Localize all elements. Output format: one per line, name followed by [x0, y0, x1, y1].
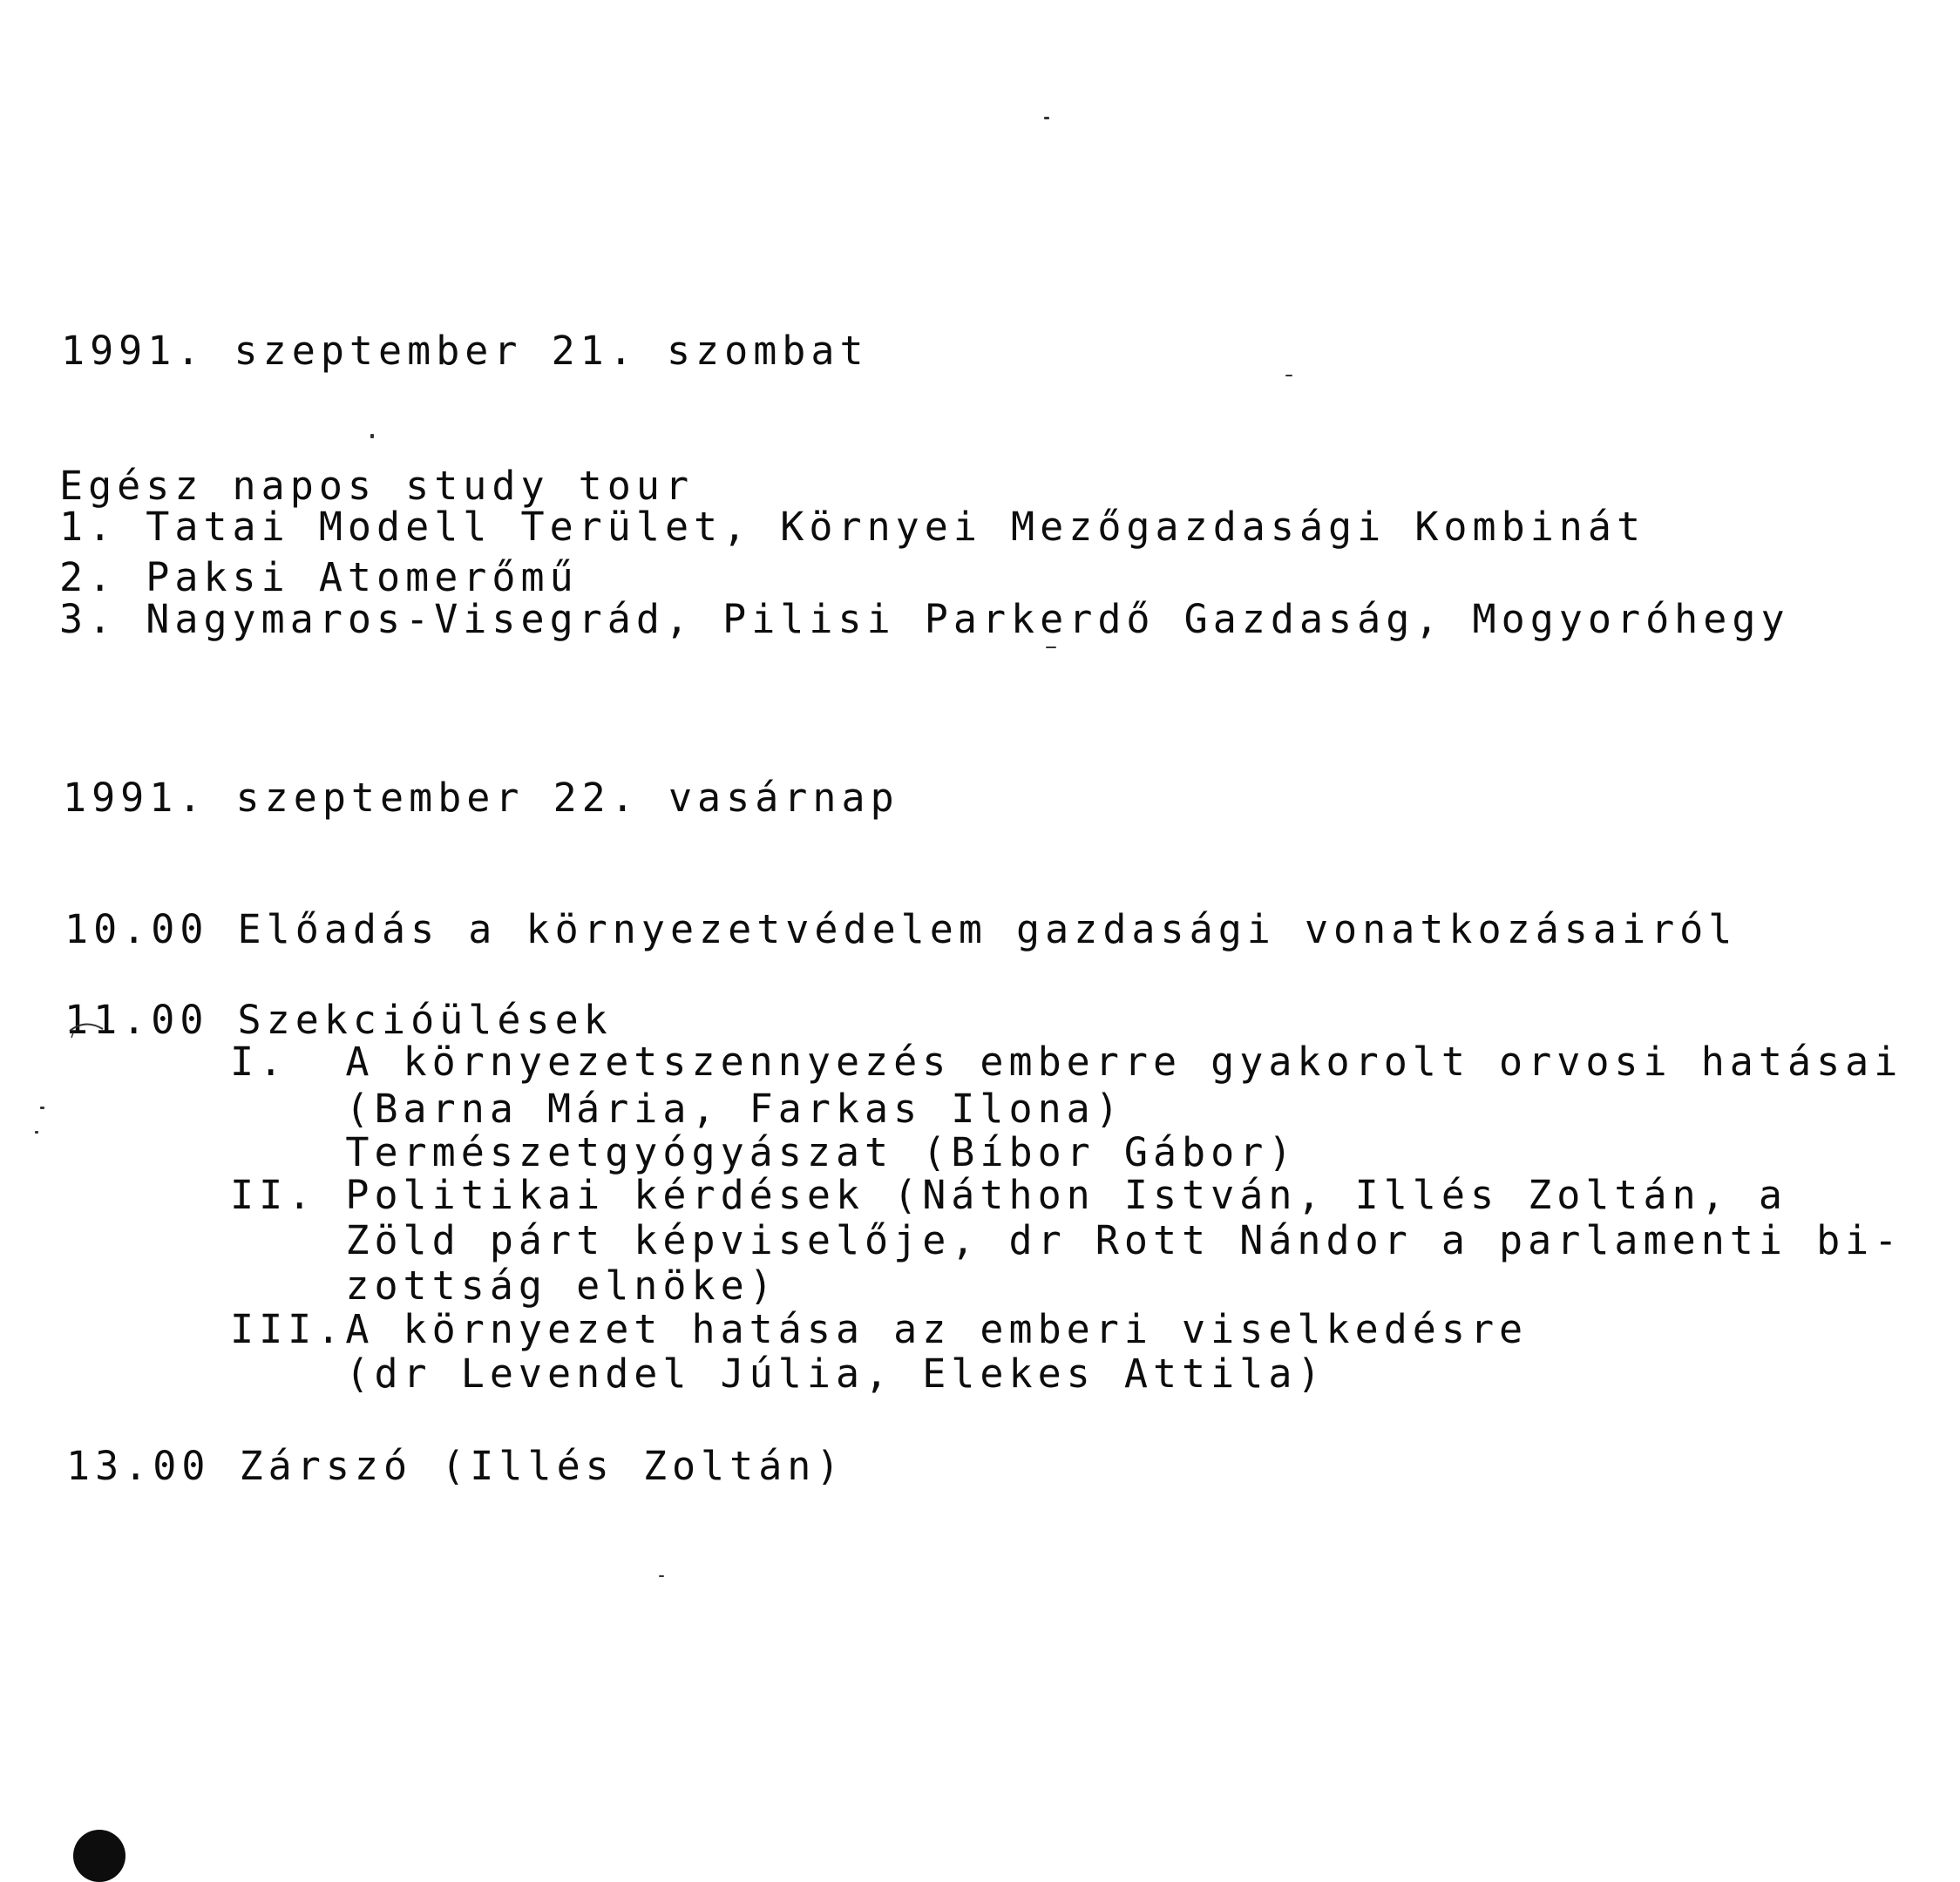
scan-speck — [35, 1131, 38, 1134]
day1-item: 3. Nagymaros-Visegrád, Pilisi Parkerdő Gazdaság, Mogyoróhegy — [59, 596, 1790, 642]
session-line: Természetgyógyászat (Bíbor Gábor) — [230, 1129, 1298, 1175]
session-line: (dr Levendel Júlia, Elekes Attila) — [230, 1351, 1326, 1397]
session-line: I. A környezetszennyezés emberre gyakorolt orvosi hatásai — [230, 1039, 1903, 1085]
session-line: II. Politikai kérdések (Náthon István, Illés Zoltán, a — [230, 1172, 1787, 1218]
session-line: Zöld párt képviselője, dr Rott Nándor a parlamenti bi- — [230, 1217, 1903, 1263]
scan-speck — [659, 1575, 664, 1577]
scan-corner-blot — [73, 1830, 125, 1882]
day2-date: 1991. szeptember 22. vasárnap — [63, 775, 899, 821]
scan-speck — [40, 1107, 44, 1109]
scan-speck — [1046, 647, 1056, 648]
session-line: (Barna Mária, Farkas Ilona) — [230, 1086, 1124, 1132]
scan-speck — [1044, 117, 1049, 119]
session-line: III.A környezet hatása az emberi viselkedésre — [230, 1306, 1529, 1352]
sessions-title: 11.00 Szekcióülések — [64, 997, 613, 1043]
session-line: zottság elnöke) — [230, 1263, 778, 1309]
scan-speck — [370, 434, 374, 438]
closing-remarks: 13.00 Zárszó (Illés Zoltán) — [66, 1443, 845, 1489]
day1-heading: Egész napos study tour — [59, 463, 695, 509]
day1-date: 1991. szeptember 21. szombat — [61, 328, 869, 374]
scan-speck — [1285, 375, 1292, 376]
day2-talk: 10.00 Előadás a környezetvédelem gazdasági vonatkozásairól — [64, 906, 1738, 952]
day1-item: 2. Paksi Atomerőmű — [59, 554, 579, 600]
day1-item: 1. Tatai Modell Terület, Környei Mezőgazdasági Kombinát — [59, 504, 1646, 550]
handwritten-stroke-mark — [68, 1006, 120, 1050]
